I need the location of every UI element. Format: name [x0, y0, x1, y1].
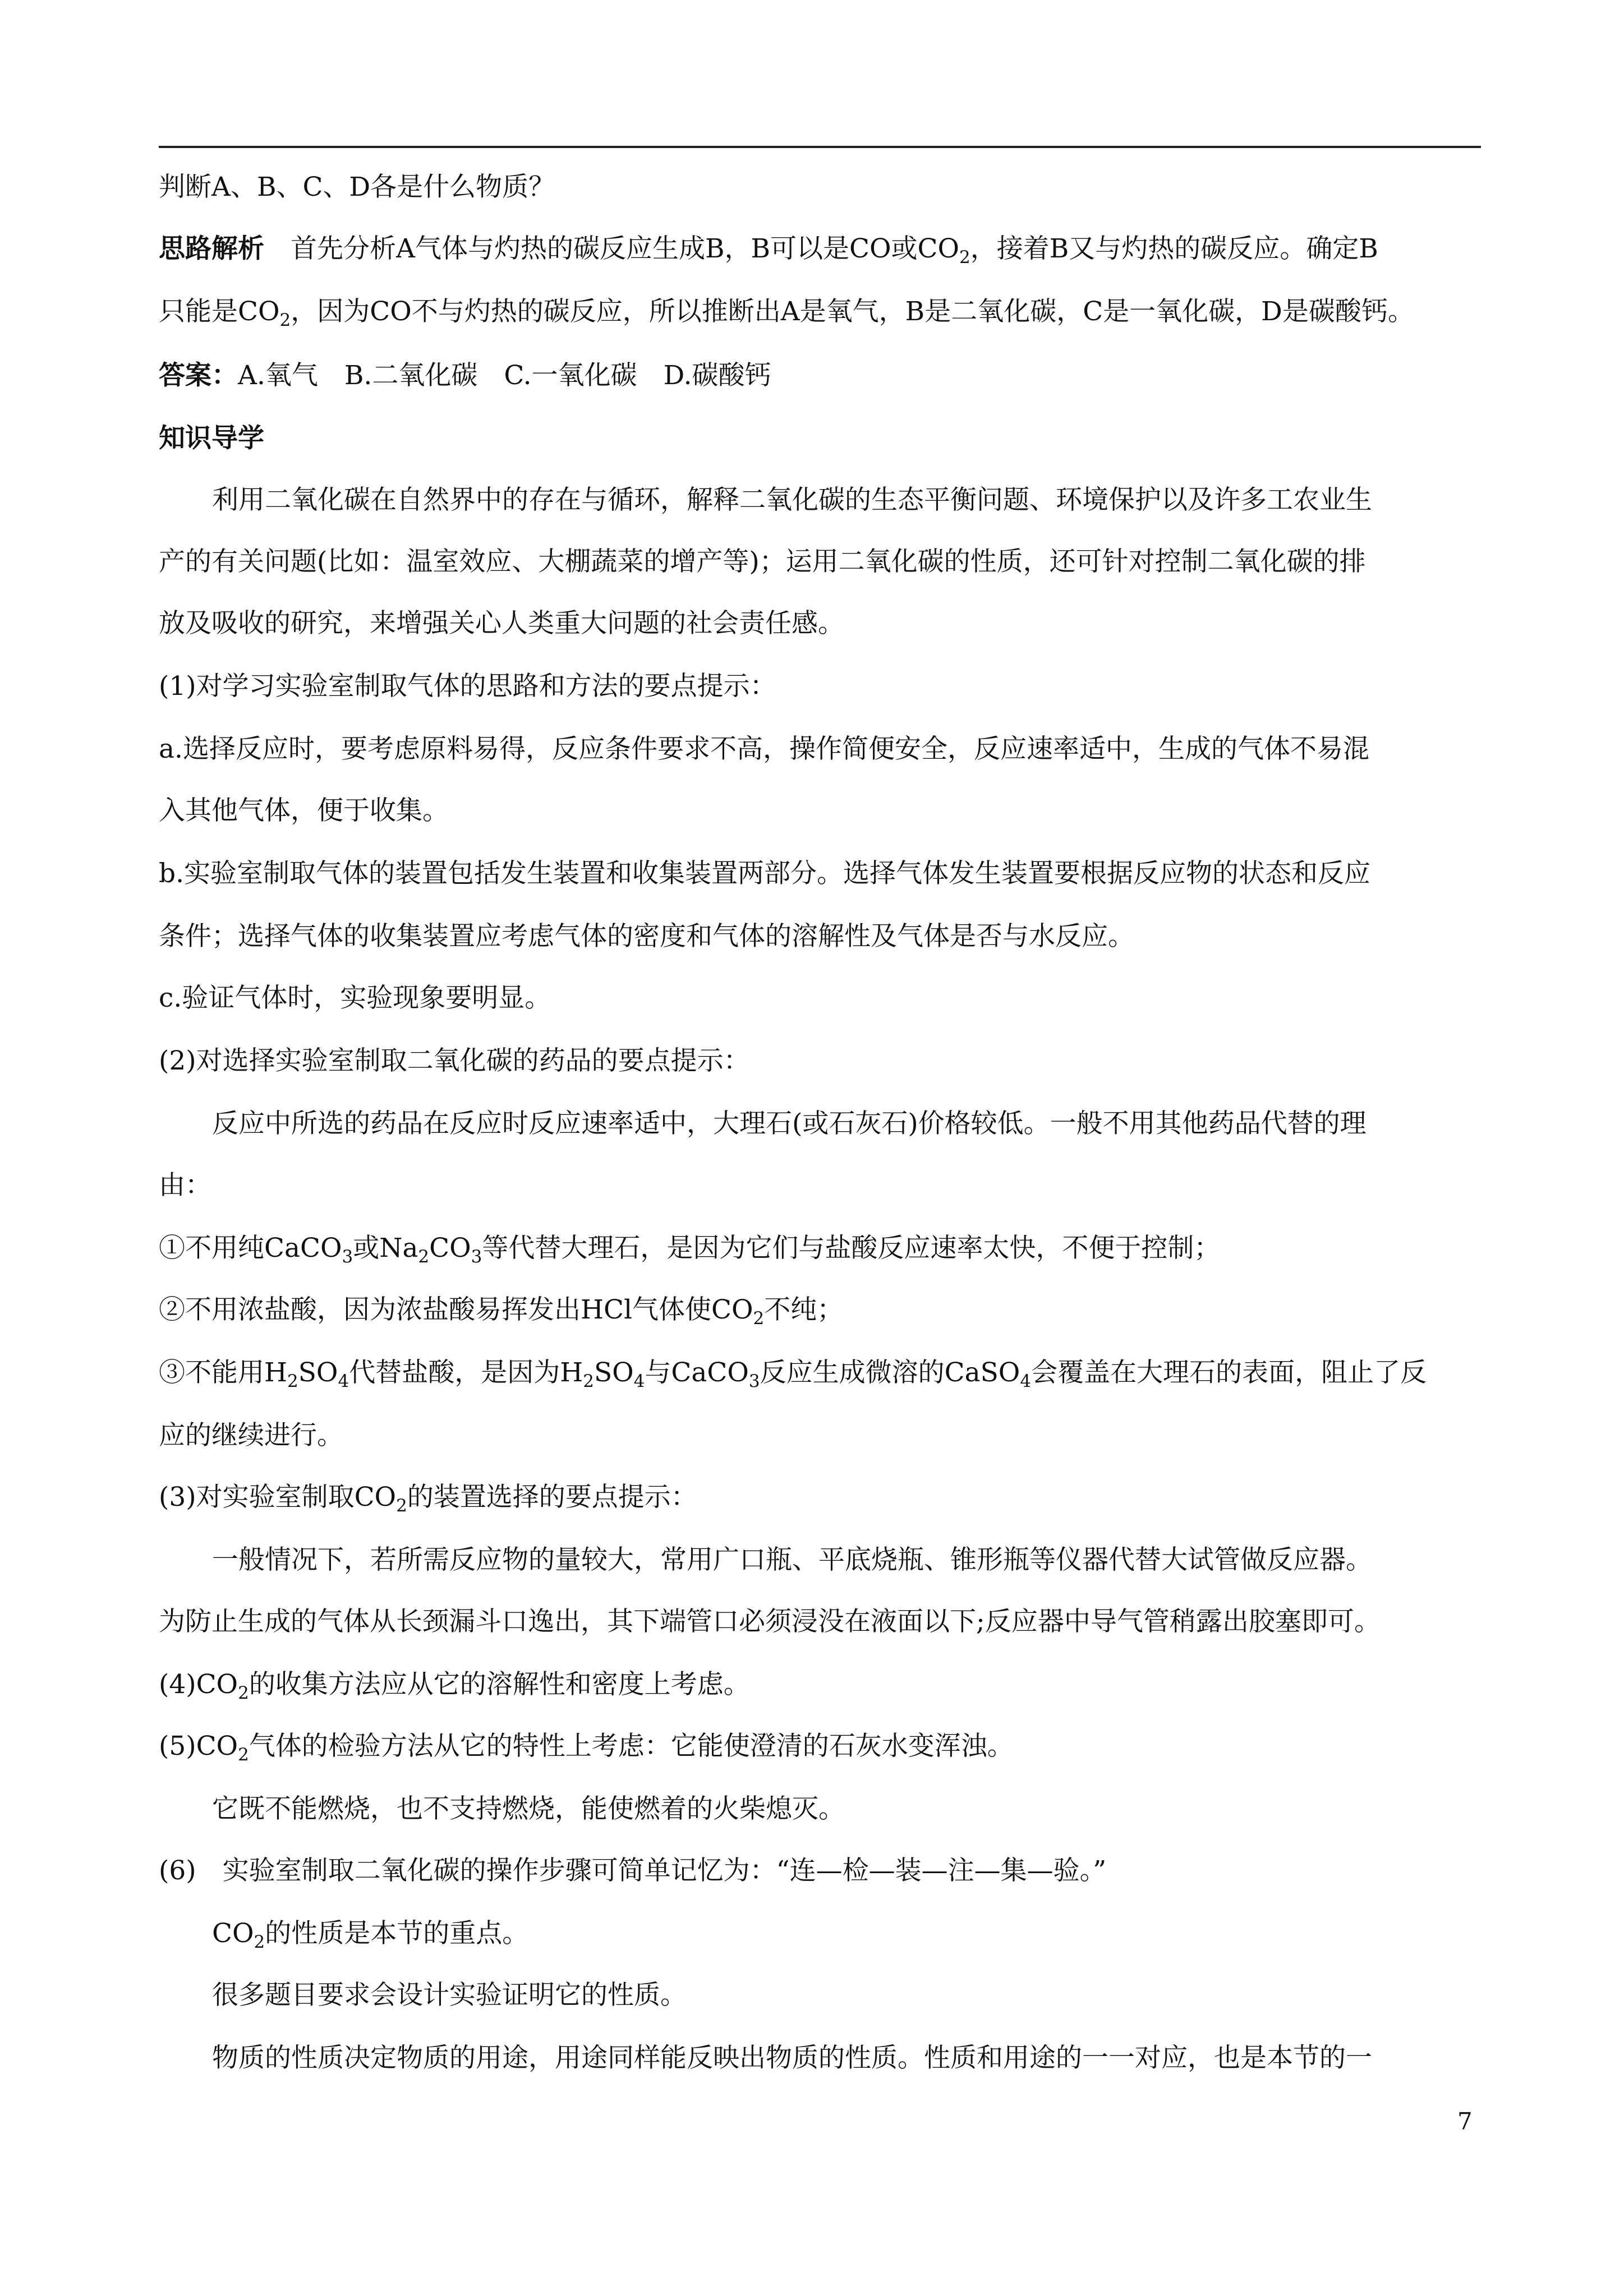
para-line: 由： — [159, 1170, 211, 1201]
point-1-heading: (1)对学习实验室制取气体的思路和方法的要点提示： — [159, 671, 776, 702]
answer-line: 答案：A.氧气 B.二氧化碳 C.一氧化碳 D.碳酸钙 — [159, 360, 771, 391]
reason-3-cont: 应的继续进行。 — [159, 1420, 343, 1451]
para-line: 很多题目要求会设计实验证明它的性质。 — [212, 1980, 687, 2011]
point-b: b.实验室制取气体的装置包括发生装置和收集装置两部分。选择气体发生装置要根据反应物的状态和反应 — [159, 858, 1371, 889]
reason-2: ②不用浓盐酸，因为浓盐酸易挥发出HCl气体使$CO_2$不纯； — [159, 1294, 844, 1329]
reason-1: ①不用纯CaCO$_3$或$Na_2CO_3$等代替大理石，是因为它们与盐酸反应速率太快，不便于控制； — [159, 1233, 1221, 1267]
point-2-heading: (2)对选择实验室制取二氧化碳的药品的要点提示： — [159, 1045, 750, 1076]
point-4: $(4)CO_2$的收集方法应从它的溶解性和密度上考虑。 — [159, 1669, 750, 1703]
analysis-label: 思路解析 — [159, 233, 264, 264]
point-a: a.选择反应时，要考虑原料易得，反应条件要求不高，操作简便安全，反应速率适中，生成的气体不易混 — [159, 734, 1369, 764]
point-c: c.验证气体时，实验现象要明显。 — [159, 983, 551, 1013]
para-line: 它既不能燃烧，也不支持燃烧，能使燃着的火柴熄灭。 — [212, 1794, 845, 1824]
reason-3: ③不能用$H_2SO_4$代替盐酸，是因为$H_2SO_4$与CaCO$_3$反应生成微溶的CaSO$_4$会覆盖在大理石的表面，阻止了反 — [159, 1357, 1427, 1391]
para-line: 反应中所选的药品在反应时反应速率适中，大理石(或石灰石)价格较低。一般不用其他药品代替的理 — [212, 1108, 1367, 1139]
para-line: 产的有关问题(比如：温室效应、大棚蔬菜的增产等)；运用二氧化碳的性质，还可针对控制二氧化碳的排 — [159, 546, 1366, 577]
para-line: 利用二氧化碳在自然界中的存在与循环，解释二氧化碳的生态平衡问题、环境保护以及许多工农业生 — [212, 485, 1372, 515]
para-line: 放及吸收的研究，来增强关心人类重大问题的社会责任感。 — [159, 608, 844, 639]
para-line: 物质的性质决定物质的用途，用途同样能反映出物质的性质。性质和用途的一一对应，也是本节的一 — [212, 2043, 1372, 2073]
analysis-line-2: 只能是$CO_2$，因为CO不与灼热的碳反应，所以推断出A是氧气，B是二氧化碳，C是一氧化碳，D是碳酸钙。 — [159, 296, 1414, 330]
point-5: $(5)CO_2$气体的检验方法从它的特性上考虑：它能使澄清的石灰水变浑浊。 — [159, 1731, 1014, 1765]
point-b-cont: 条件；选择气体的收集装置应考虑气体的密度和气体的溶解性及气体是否与水反应。 — [159, 921, 1134, 952]
header-rule — [159, 146, 1481, 148]
para-line: 为防止生成的气体从长颈漏斗口逸出，其下端管口必须浸没在液面以下;反应器中导气管稍露出胶塞即可。 — [159, 1606, 1381, 1637]
point-a-cont: 入其他气体，便于收集。 — [159, 795, 449, 826]
section-heading: 知识导学 — [159, 423, 264, 454]
point-6: (6) 实验室制取二氧化碳的操作步骤可简单记忆为：“连—检—装—注—集—验。” — [159, 1855, 1107, 1886]
page-number: 7 — [1457, 2108, 1473, 2135]
point-3-heading: (3)对实验室制取$CO_2$的装置选择的要点提示： — [159, 1482, 697, 1516]
question-line: 判断A、B、C、D各是什么物质？ — [159, 172, 555, 202]
para-line: 一般情况下，若所需反应物的量较大，常用广口瓶、平底烧瓶、锥形瓶等仪器代替大试管做反应器。 — [212, 1545, 1372, 1575]
analysis-line-1: 思路解析 首先分析A气体与灼热的碳反应生成B，B可以是CO或$CO_2$，接着B又与灼热的碳反应。确定B — [159, 233, 1378, 268]
para-line: $CO_2$的性质是本节的重点。 — [212, 1918, 529, 1952]
answer-label: 答案： — [159, 360, 238, 391]
